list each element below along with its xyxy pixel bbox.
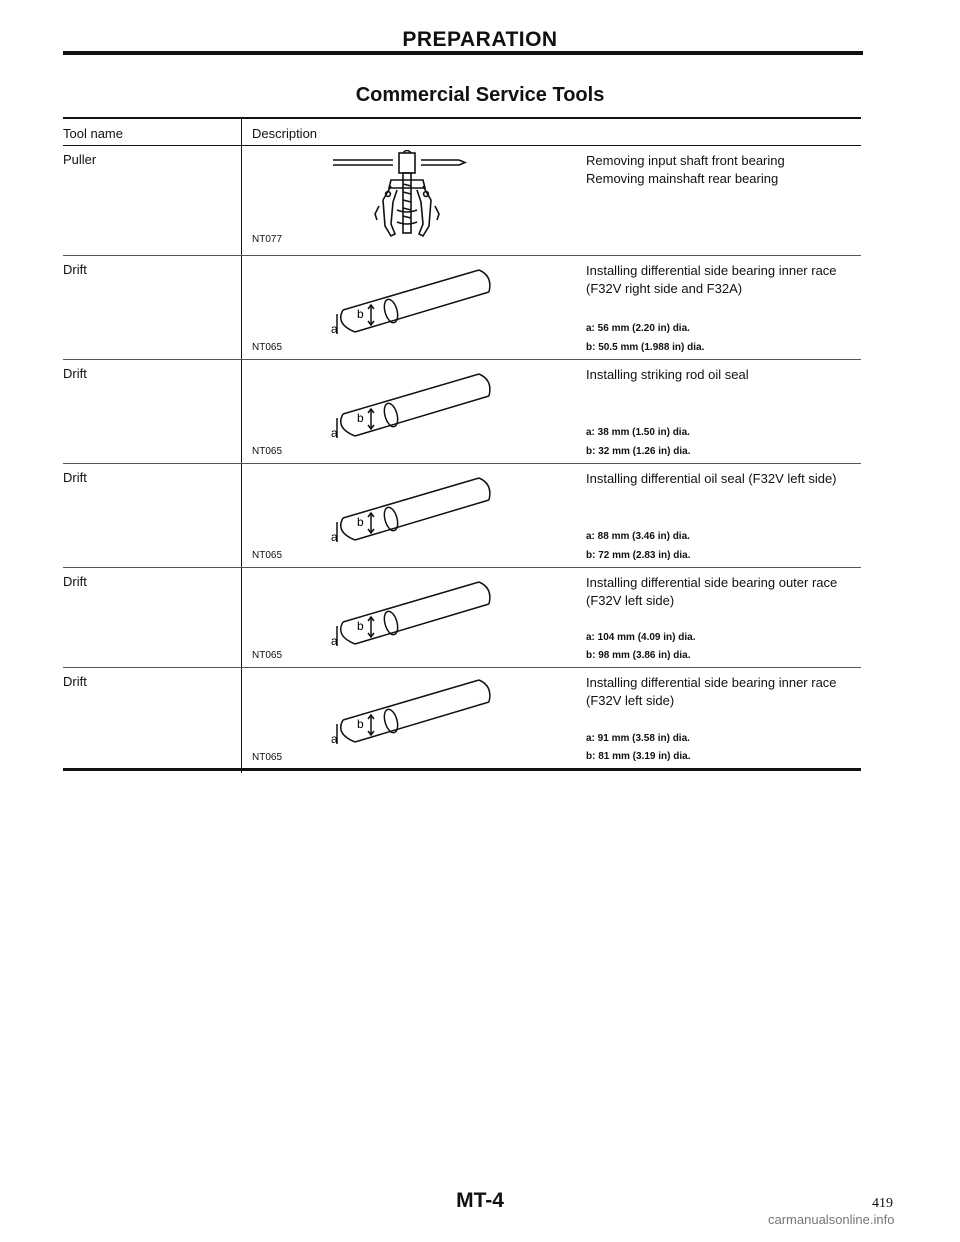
dimension-a: a: 91 mm (3.58 in) dia. [586,733,690,744]
drift-tube-icon [331,370,501,447]
dimension-label-b: b [357,619,364,633]
dimension-label-b: b [357,515,364,529]
figure-code: NT065 [252,342,283,353]
tool-name: Drift [63,470,87,485]
tool-name: Drift [63,366,87,381]
drift-tube-icon [331,266,501,343]
dimension-label-b: b [357,307,364,321]
tool-name: Drift [63,262,87,277]
tool-name: Puller [63,152,97,167]
table-row [63,360,861,464]
dimension-label-a: a [331,322,338,336]
tool-description: Installing striking rod oil seal [586,367,749,382]
table-row [63,464,861,568]
dimension-b: b: 50.5 mm (1.988 in) dia. [586,342,705,353]
page-code: MT-4 [456,1189,504,1212]
drift-tube-icon [331,676,501,753]
tool-description: Installing differential side bearing inner race (F32V left side) [586,675,837,708]
dimension-a: a: 38 mm (1.50 in) dia. [586,427,690,438]
dimension-label-a: a [331,426,338,440]
watermark: carmanualsonline.info [768,1212,895,1227]
figure-code: NT065 [252,446,283,457]
section-title: Commercial Service Tools [355,84,605,106]
description-line-2: Removing mainshaft rear bearing [586,171,779,186]
figure-code: NT065 [252,752,283,763]
dimension-b: b: 81 mm (3.19 in) dia. [586,751,691,762]
dimension-a: a: 88 mm (3.46 in) dia. [586,531,690,542]
gear-puller-icon [333,150,483,251]
tool-name: Drift [63,574,87,589]
dimension-b: b: 72 mm (2.83 in) dia. [586,550,691,561]
figure-code: NT065 [252,550,283,561]
column-header-description: Description [252,126,318,141]
page-number: 419 [872,1196,893,1211]
dimension-b: b: 32 mm (1.26 in) dia. [586,446,691,457]
figure-code: NT077 [252,234,283,245]
tool-description: Installing differential side bearing inner race (F32V right side and F32A) [586,263,837,296]
page-header-title: PREPARATION [402,28,558,51]
dimension-label-b: b [357,717,364,731]
tool-description [586,152,856,188]
table-row [63,568,861,668]
dimension-a: a: 104 mm (4.09 in) dia. [586,632,696,643]
table-top-rule [63,117,861,119]
dimension-label-a: a [331,530,338,544]
table-row [63,256,861,360]
drift-tube-icon [331,474,501,551]
table-row [63,668,861,768]
tool-description: Installing differential oil seal (F32V left side) [586,471,837,486]
header-rule [63,51,863,55]
figure-code: NT065 [252,650,283,661]
dimension-label-a: a [331,732,338,746]
dimension-label-b: b [357,411,364,425]
tool-description: Installing differential side bearing outer race (F32V left side) [586,575,838,608]
dimension-a: a: 56 mm (2.20 in) dia. [586,323,690,334]
drift-tube-icon [331,578,501,655]
description-line-1: Removing input shaft front bearing [586,153,785,168]
dimension-label-a: a [331,634,338,648]
table-row [63,146,861,256]
tool-name: Drift [63,674,87,689]
dimension-b: b: 98 mm (3.86 in) dia. [586,650,691,661]
table-bottom-rule [63,768,861,771]
column-header-tool-name: Tool name [63,126,123,141]
